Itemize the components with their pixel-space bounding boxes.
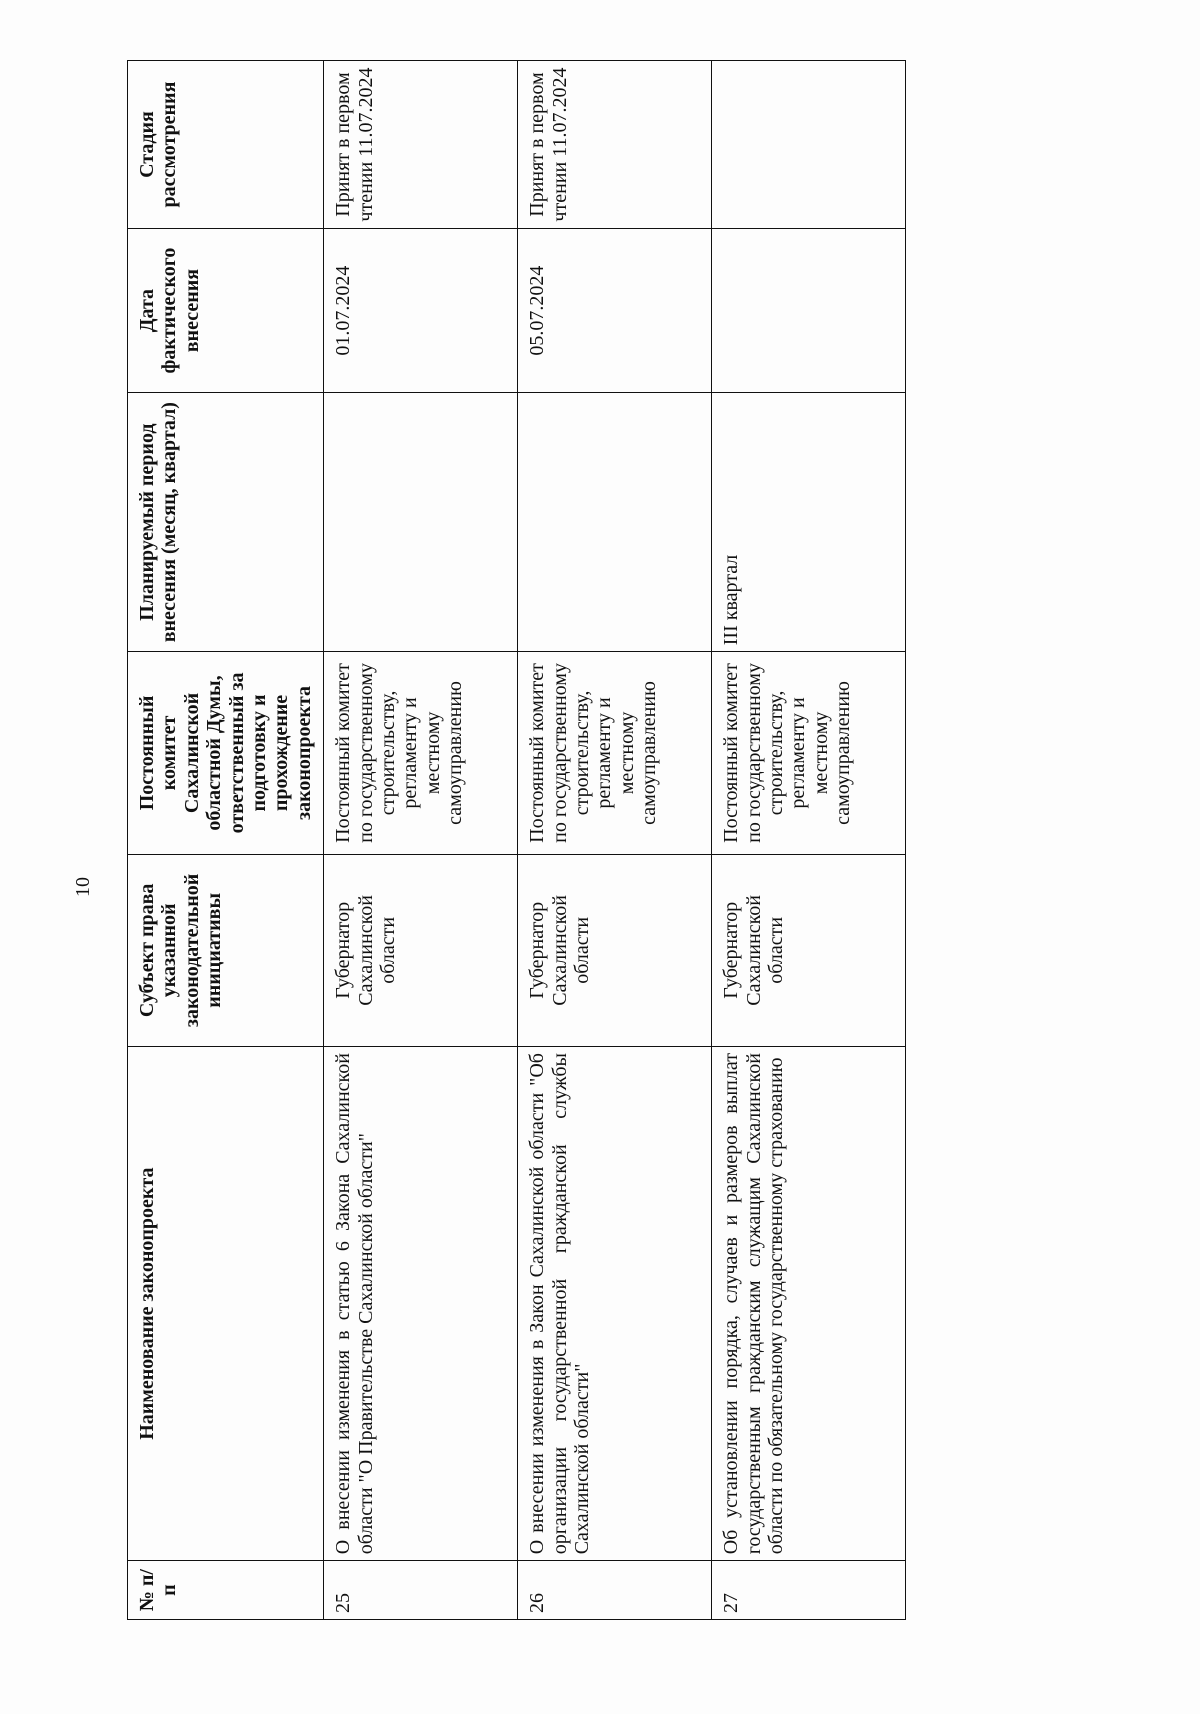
header-num: № п/п [128, 1561, 324, 1620]
page-number: 10 [72, 877, 94, 897]
bills-table [127, 60, 906, 1620]
row-planned: III квартал [712, 393, 906, 652]
header-subject: Субъект права указанной законодательной инициативы [128, 854, 324, 1046]
row-name: О внесении изменения в Закон Сахалинской области "Об организации государственной гражданской службы Сахалинской области" [518, 1047, 712, 1561]
row-planned [324, 393, 518, 652]
row-name: О внесении изменения в статью 6 Закона Сахалинской области "О Правительстве Сахалинской области" [324, 1047, 518, 1561]
row-stage [712, 61, 906, 229]
table-row [324, 61, 518, 1620]
row-date: 01.07.2024 [324, 229, 518, 393]
row-date: 05.07.2024 [518, 229, 712, 393]
row-subject: Губернатор Сахалинской области [324, 854, 518, 1046]
row-committee: Постоянный комитет по государственному строительству, регламенту и местному самоуправлению [518, 652, 712, 854]
row-num: 26 [518, 1561, 712, 1620]
table-header-row [128, 61, 324, 1620]
row-subject: Губернатор Сахалинской области [518, 854, 712, 1046]
table-row [518, 61, 712, 1620]
row-committee: Постоянный комитет по государственному строительству, регламенту и местному самоуправлению [324, 652, 518, 854]
row-subject: Губернатор Сахалинской области [712, 854, 906, 1046]
header-planned: Планируемый период внесения (месяц, квартал) [128, 393, 324, 652]
table-container [127, 60, 877, 1620]
header-date: Дата фактического внесения [128, 229, 324, 393]
table-row [712, 61, 906, 1620]
header-name: Наименование законопроекта [128, 1047, 324, 1561]
row-committee: Постоянный комитет по государственному строительству, регламенту и местному самоуправлению [712, 652, 906, 854]
header-stage: Стадия рассмотрения [128, 61, 324, 229]
row-name: Об установлении порядка, случаев и размеров выплат государственным гражданским служащим Сахалинской области по обязательному государственному страхованию [712, 1047, 906, 1561]
row-date [712, 229, 906, 393]
row-stage: Принят в первом чтении 11.07.2024 [518, 61, 712, 229]
rotated-table-frame [127, 60, 877, 1620]
row-num: 27 [712, 1561, 906, 1620]
row-stage: Принят в первом чтении 11.07.2024 [324, 61, 518, 229]
row-planned [518, 393, 712, 652]
header-committee: Постоянный комитет Сахалинской областной Думы, ответственный за подготовку и прохождение законопроекта [128, 652, 324, 854]
row-num: 25 [324, 1561, 518, 1620]
